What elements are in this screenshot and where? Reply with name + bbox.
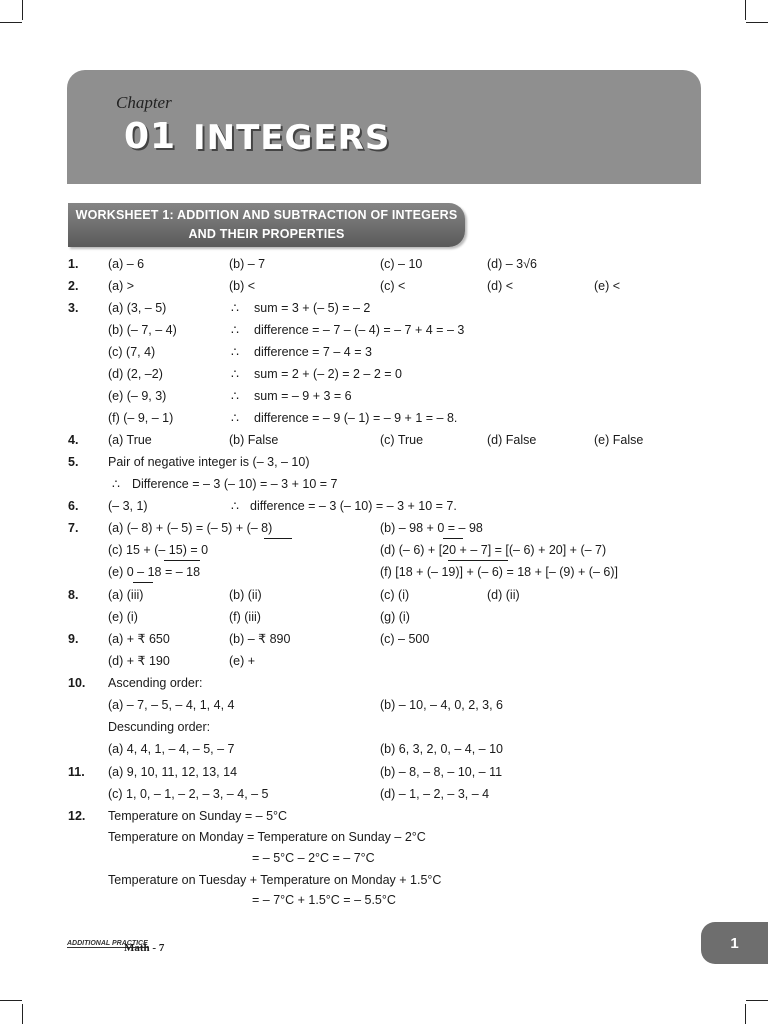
- crop-mark: [746, 1000, 768, 1001]
- question-number: 4.: [68, 433, 79, 447]
- page-number-tab: [701, 922, 768, 964]
- therefore-symbol: ∴: [231, 411, 239, 425]
- answer-3-work: difference = 7 – 4 = 3: [254, 345, 372, 359]
- answer-6-work: difference = – 3 (– 10) = – 3 + 10 = 7.: [250, 499, 457, 513]
- question-number: 5.: [68, 455, 79, 469]
- question-number: 3.: [68, 301, 79, 315]
- answer-3-label: (f) (– 9, – 1): [108, 411, 174, 425]
- answer-11d: (d) – 1, – 2, – 3, – 4: [380, 787, 490, 801]
- therefore-symbol: ∴: [231, 323, 239, 337]
- answer-2b: (b) <: [229, 279, 256, 293]
- descending-label: Descunding order:: [108, 720, 211, 734]
- answer-9b: (b) – ₹ 890: [229, 632, 291, 646]
- answer-7e: (e) 0 – 18 = – 18: [108, 565, 201, 579]
- footer-subject: Math - 7: [124, 942, 165, 954]
- answer-3-label: (c) (7, 4): [108, 345, 156, 359]
- answer-8c: (c) (i): [380, 588, 410, 602]
- answer-7a: (a) (– 8) + (– 5) = (– 5) + (– 8): [108, 521, 273, 535]
- answer-10-desc-b: (b) 6, 3, 2, 0, – 4, – 10: [380, 742, 503, 756]
- chapter-number: 01: [124, 116, 177, 157]
- answer-12-line: = – 7°C + 1.5°C = – 5.5°C: [252, 893, 396, 907]
- worksheet-title-line1: WORKSHEET 1: ADDITION AND SUBTRACTION OF INTEGERS: [75, 208, 458, 222]
- answer-8d: (d) (ii): [487, 588, 520, 602]
- answer-1a: (a) – 6: [108, 257, 145, 271]
- answer-12-line: Temperature on Sunday = – 5°C: [108, 809, 288, 823]
- answer-11c: (c) 1, 0, – 1, – 2, – 3, – 4, – 5: [108, 787, 269, 801]
- blank-underline: [264, 538, 292, 539]
- question-number: 9.: [68, 632, 79, 646]
- question-number: 1.: [68, 257, 79, 271]
- question-number: 8.: [68, 588, 79, 602]
- answer-9d: (d) + ₹ 190: [108, 654, 170, 668]
- worksheet-title-line2: AND THEIR PROPERTIES: [188, 227, 345, 241]
- answer-7b: (b) – 98 + 0 = – 98: [380, 521, 483, 535]
- answer-3-label: (a) (3, – 5): [108, 301, 167, 315]
- answer-4b: (b) False: [229, 433, 279, 447]
- answer-2c: (c) <: [380, 279, 406, 293]
- answer-9c: (c) – 500: [380, 632, 430, 646]
- answer-7c: (c) 15 + (– 15) = 0: [108, 543, 209, 557]
- question-number: 10.: [68, 676, 86, 690]
- answer-3-label: (b) (– 7, – 4): [108, 323, 177, 337]
- answer-6-pair: (– 3, 1): [108, 499, 148, 513]
- answer-3-work: difference = – 7 – (– 4) = – 7 + 4 = – 3: [254, 323, 465, 337]
- answer-8a: (a) (iii): [108, 588, 144, 602]
- therefore-symbol: ∴: [112, 477, 120, 491]
- answer-8f: (f) (iii): [229, 610, 261, 624]
- ascending-label: Ascending order:: [108, 676, 203, 690]
- chapter-label: Chapter: [116, 93, 172, 112]
- answer-3-label: (d) (2, –2): [108, 367, 163, 381]
- therefore-symbol: ∴: [231, 345, 239, 359]
- answer-3-work: difference = – 9 (– 1) = – 9 + 1 = – 8.: [254, 411, 458, 425]
- crop-mark: [22, 0, 23, 20]
- question-number: 7.: [68, 521, 79, 535]
- blank-underline: [133, 582, 153, 583]
- crop-mark: [746, 22, 768, 23]
- answer-3-work: sum = 2 + (– 2) = 2 – 2 = 0: [254, 367, 403, 381]
- therefore-symbol: ∴: [231, 389, 239, 403]
- answer-4e: (e) False: [594, 433, 644, 447]
- answer-10-asc-b: (b) – 10, – 4, 0, 2, 3, 6: [380, 698, 503, 712]
- answer-5-line1: Pair of negative integer is (– 3, – 10): [108, 455, 310, 469]
- page-number: 1: [730, 934, 739, 952]
- answer-5-line2: Difference = – 3 (– 10) = – 3 + 10 = 7: [132, 477, 338, 491]
- answer-9a: (a) + ₹ 650: [108, 632, 170, 646]
- therefore-symbol: ∴: [231, 499, 239, 513]
- answer-2a: (a) >: [108, 279, 135, 293]
- answer-1b: (b) – 7: [229, 257, 266, 271]
- answer-8b: (b) (ii): [229, 588, 262, 602]
- answer-8g: (g) (i): [380, 610, 410, 624]
- therefore-symbol: ∴: [231, 367, 239, 381]
- blank-underline: [443, 538, 463, 539]
- answer-1c: (c) – 10: [380, 257, 423, 271]
- answer-3-work: sum = 3 + (– 5) = – 2: [254, 301, 371, 315]
- answer-11a: (a) 9, 10, 11, 12, 13, 14: [108, 765, 238, 779]
- question-number: 2.: [68, 279, 79, 293]
- answer-1d: (d) – 3√6: [487, 257, 537, 271]
- answer-2d: (d) <: [487, 279, 514, 293]
- answer-10-asc-a: (a) – 7, – 5, – 4, 1, 4, 4: [108, 698, 235, 712]
- crop-mark: [0, 1000, 22, 1001]
- crop-mark: [22, 1004, 23, 1024]
- crop-mark: [745, 1004, 746, 1024]
- answer-12-line: Temperature on Tuesday + Temperature on Monday + 1.5°C: [108, 873, 442, 887]
- answer-3-label: (e) (– 9, 3): [108, 389, 167, 403]
- answer-12-line: Temperature on Monday = Temperature on Sunday – 2°C: [108, 830, 426, 844]
- therefore-symbol: ∴: [231, 301, 239, 315]
- blank-underline: [164, 560, 200, 561]
- answer-4a: (a) True: [108, 433, 152, 447]
- question-number: 12.: [68, 809, 86, 823]
- answer-3-work: sum = – 9 + 3 = 6: [254, 389, 352, 403]
- question-number: 6.: [68, 499, 79, 513]
- chapter-title: INTEGERS: [193, 118, 391, 158]
- answer-12-line: = – 5°C – 2°C = – 7°C: [252, 851, 375, 865]
- answer-7f: (f) [18 + (– 19)] + (– 6) = 18 + [– (9) + (– 6)]: [380, 565, 618, 579]
- publisher-logo: ADDITIONAL PRACTICE: [67, 940, 148, 947]
- answer-10-desc-a: (a) 4, 4, 1, – 4, – 5, – 7: [108, 742, 235, 756]
- answer-7d: (d) (– 6) + [20 + – 7] = [(– 6) + 20] + (– 7): [380, 543, 607, 557]
- crop-mark: [0, 22, 22, 23]
- answer-8e: (e) (i): [108, 610, 138, 624]
- question-number: 11.: [68, 765, 85, 779]
- answer-4d: (d) False: [487, 433, 537, 447]
- answer-4c: (c) True: [380, 433, 424, 447]
- answer-11b: (b) – 8, – 8, – 10, – 11: [380, 765, 503, 779]
- crop-mark: [745, 0, 746, 20]
- blank-underline: [448, 560, 508, 561]
- answer-2e: (e) <: [594, 279, 621, 293]
- answer-9e: (e) +: [229, 654, 256, 668]
